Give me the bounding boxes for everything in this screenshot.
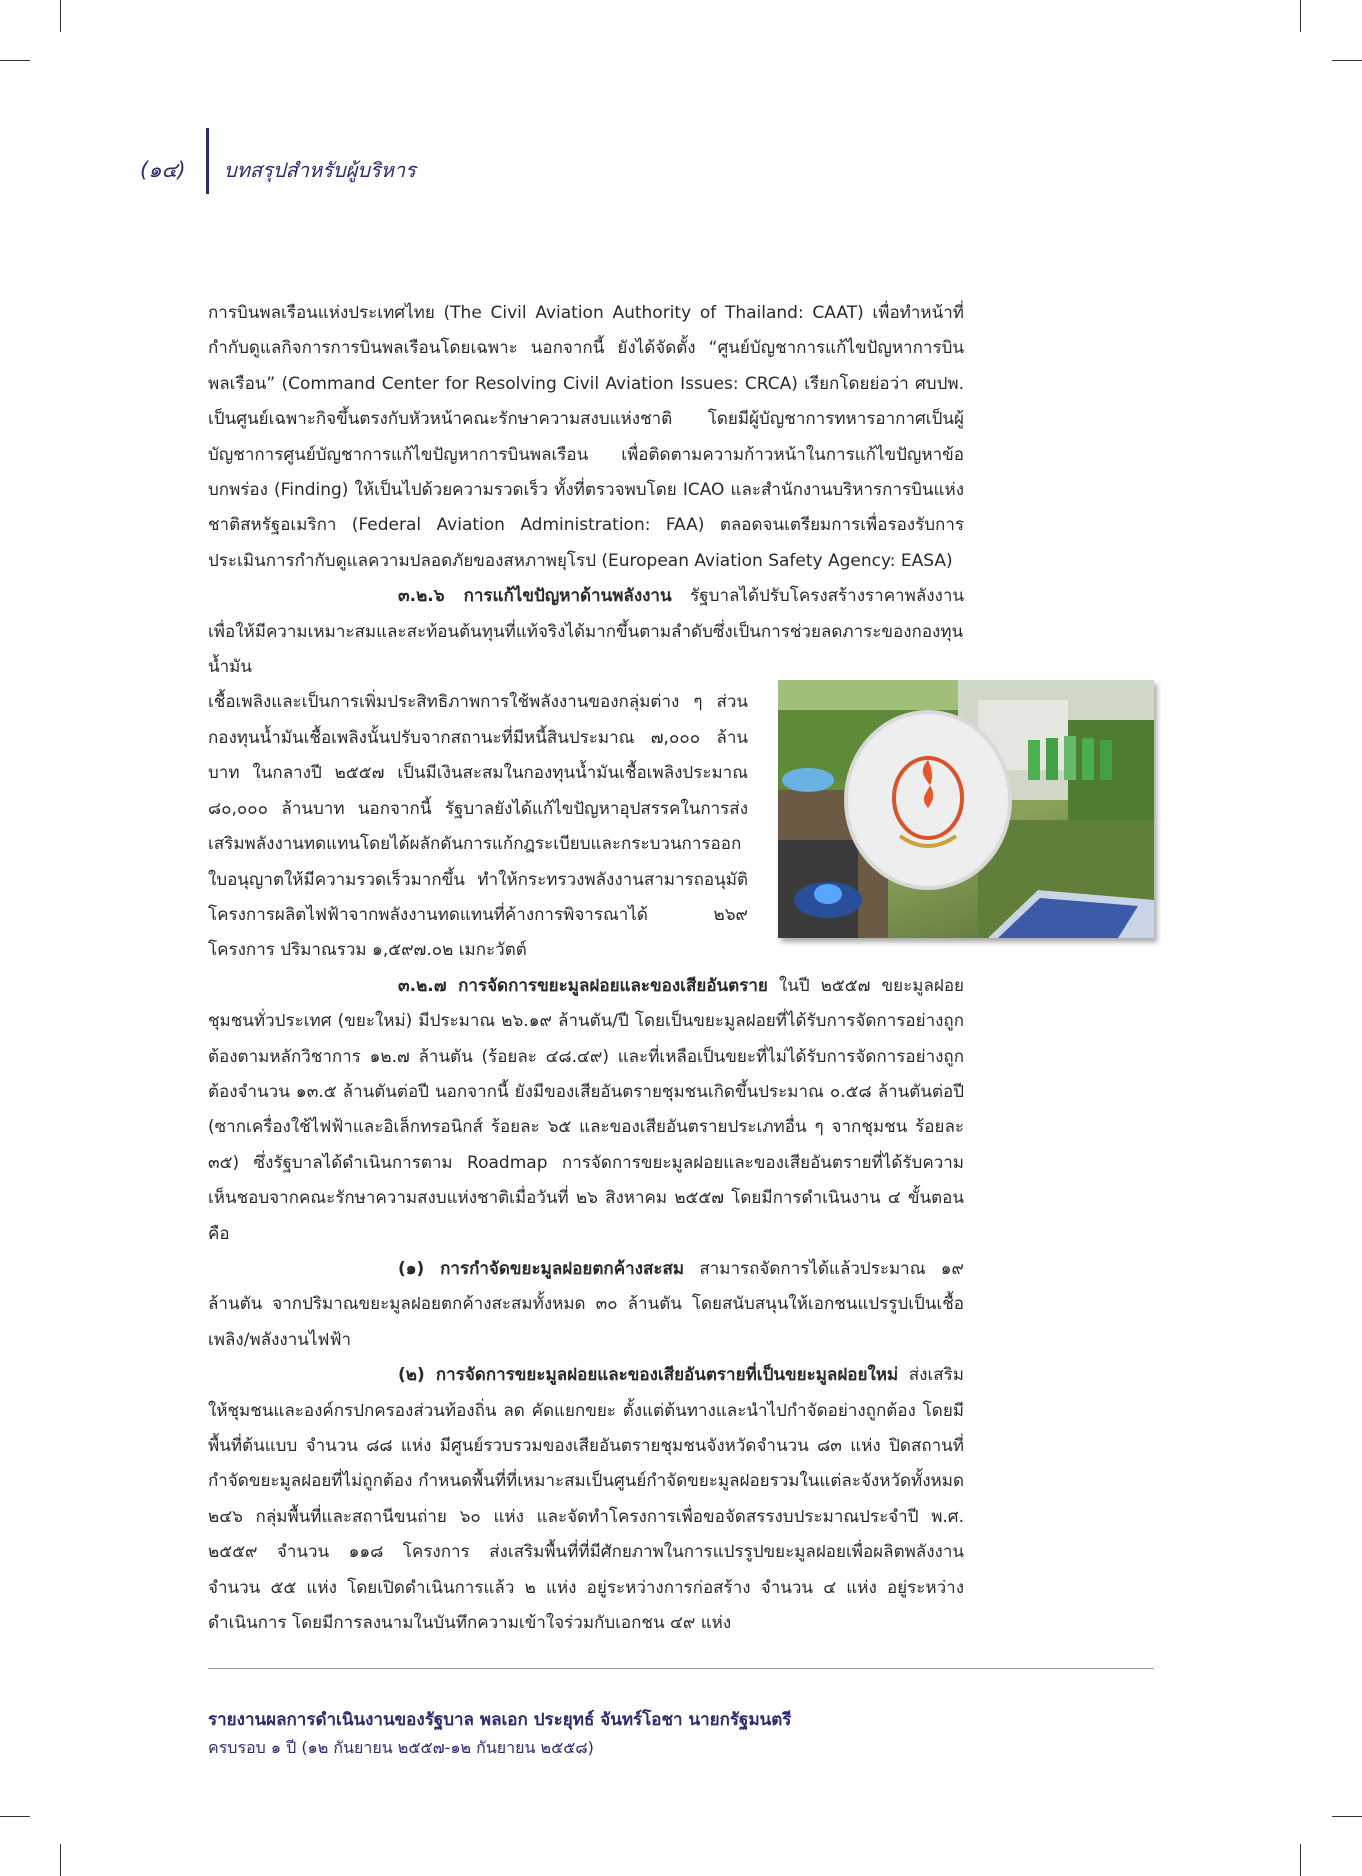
crop-mark [60,0,61,32]
crop-mark [1332,60,1362,61]
crop-mark [1300,1844,1301,1876]
header-divider [206,128,209,194]
section-lead: รัฐบาลได้ปรับโครงสร้างราคาพลังงานเพื่อให้มีความเหมาะสมและสะท้อนต้นทุนที่แท้จริงได้มากขึ้นตามลำดับซึ่งเป็นการช่วยลดภาระของกองทุนน้ำมัน [208,586,964,678]
list-item [208,1358,964,1641]
section-heading: ๓.๒.๖ การแก้ไขปัญหาด้านพลังงาน [398,586,672,607]
header-title: บทสรุปสำหรับผู้บริหาร [224,158,416,182]
photo-collage-graphic [778,680,1154,938]
section-waste [208,969,964,1252]
paragraph-caat: การบินพลเรือนแห่งประเทศไทย (The Civil Aviation Authority of Thailand: CAAT) เพื่อทำหน้าที่กำกับดูแลกิจการการบินพลเรือนโดยเฉพาะ นอกจากนี้ ยังได้จัดตั้ง “ศูนย์บัญชาการแก้ไขปัญหาการบินพลเรือน” (Command Center for Resolving Civil Aviation Issues: CRCA) เรียกโดยย่อว่า ศบปพ. เป็นศูนย์เฉพาะกิจขึ้นตรงกับหัวหน้าคณะรักษาความสงบแห่งชาติ โดยมีผู้บัญชาการทหารอากาศเป็นผู้บัญชาการศูนย์บัญชาการแก้ไขปัญหาการบินพลเรือน เพื่อติดตามความก้าวหน้าในการแก้ไขปัญหาข้อบกพร่อง (Finding) ให้เป็นไปด้วยความรวดเร็ว ทั้งที่ตรวจพบโดย ICAO และสำนักงานบริหารการบินแห่งชาติสหรัฐอเมริกา (Federal Aviation Administration: FAA) ตลอดจนเตรียมการเพื่อรองรับการประเมินการกำกับดูแลความปลอดภัยของสหภาพยุโรป (European Aviation Safety Agency: EASA) [208,303,964,571]
crop-mark [60,1844,61,1876]
list-item-heading: (๒) การจัดการขยะมูลฝอยและของเสียอันตรายที่เป็นขยะมูลฝอยใหม่ [398,1365,899,1386]
list-item-body: ส่งเสริมให้ชุมชนและองค์กรปกครองส่วนท้องถิ่น ลด คัดแยกขยะ ตั้งแต่ต้นทางและนำไปกำจัดอย่างถูกต้อง โดยมีพื้นที่ต้นแบบ จำนวน ๘๘ แห่ง มีศูนย์รวบรวมของเสียอันตรายชุมชนจังหวัดจำนวน ๘๓ แห่ง ปิดสถานที่กำจัดขยะมูลฝอยที่ไม่ถูกต้อง กำหนดพื้นที่ที่เหมาะสมเป็นศูนย์กำจัดขยะมูลฝอยรวมในแต่ละจังหวัดทั้งหมด ๒๔๖ กลุ่มพื้นที่และสถานีขนถ่าย ๖๐ แห่ง และจัดทำโครงการเพื่อขอจัดสรรงบประมาณประจำปี พ.ศ. ๒๕๕๙ จำนวน ๑๑๘ โครงการ ส่งเสริมพื้นที่ที่มีศักยภาพในการแปรรูปขยะมูลฝอยเพื่อผลิตพลังงาน จำนวน ๕๕ แห่ง โดยเปิดดำเนินการแล้ว ๒ แห่ง อยู่ระหว่างการก่อสร้าง จำนวน ๔ แห่ง อยู่ระหว่างดำเนินการ โดยมีการลงนามในบันทึกความเข้าใจร่วมกับเอกชน ๔๙ แห่ง [208,1365,964,1634]
page-number: (๑๔) [140,158,186,182]
footer-title: รายงานผลการดำเนินงานของรัฐบาล พลเอก ประยุทธ์ จันทร์โอชา นายกรัฐมนตรี [208,1710,792,1730]
list-item-body: สามารถจัดการได้แล้วประมาณ ๑๙ ล้านตัน จากปริมาณขยะมูลฝอยตกค้างสะสมทั้งหมด ๓๐ ล้านตัน โดยสนับสนุนให้เอกชนแปรรูปเป็นเชื้อเพลิง/พลังงานไฟฟ้า [208,1258,964,1350]
crop-mark [1332,1816,1362,1817]
list-item-heading: (๑) การกำจัดขยะมูลฝอยตกค้างสะสม [398,1258,685,1279]
main-content [208,296,964,1641]
energy-photo-collage [778,680,1154,938]
paragraph-energy-body: เชื้อเพลิงและเป็นการเพิ่มประสิทธิภาพการใช้พลังงานของกลุ่มต่าง ๆ ส่วนกองทุนน้ำมันเชื้อเพลิงนั้นปรับจากสถานะที่มีหนี้สินประมาณ ๗,๐๐๐ ล้านบาท ในกลางปี ๒๕๕๗ เป็นมีเงินสะสมในกองทุนน้ำมันเชื้อเพลิงประมาณ ๘๐,๐๐๐ ล้านบาท นอกจากนี้ รัฐบาลยังได้แก้ไขปัญหาอุปสรรคในการส่งเสริมพลังงานทดแทนโดยได้ผลักดันการแก้กฎระเบียบและกระบวนการออกใบอนุญาตให้มีความรวดเร็วมากขึ้น ทำให้กระทรวงพลังงานสามารถอนุมัติโครงการผลิตไฟฟ้าจากพลังงานทดแทนที่ค้างการพิจารณาได้ ๒๖๙ โครงการ ปริมาณรวม ๑,๕๙๗.๐๒ เมกะวัตต์ [208,692,748,961]
footer-subtitle: ครบรอบ ๑ ปี (๑๒ กันยายน ๒๕๕๗-๑๒ กันยายน ๒๕๕๘) [208,1738,594,1757]
section-heading: ๓.๒.๗ การจัดการขยะมูลฝอยและของเสียอันตราย [398,975,768,996]
crop-mark [0,60,30,61]
crop-mark [1300,0,1301,32]
list-item [208,1252,964,1358]
section-body: ในปี ๒๕๕๗ ขยะมูลฝอยชุมชนทั่วประเทศ (ขยะใหม่) มีประมาณ ๒๖.๑๙ ล้านตัน/ปี โดยเป็นขยะมูลฝอยที่ได้รับการจัดการอย่างถูกต้องตามหลักวิชาการ ๑๒.๗ ล้านตัน (ร้อยละ ๔๘.๔๙) และที่เหลือเป็นขยะที่ไม่ได้รับการจัดการอย่างถูกต้องจำนวน ๑๓.๕ ล้านตันต่อปี นอกจากนี้ ยังมีของเสียอันตรายชุมชนเกิดขึ้นประมาณ ๐.๕๘ ล้านตันต่อปี (ซากเครื่องใช้ไฟฟ้าและอิเล็กทรอนิกส์ ร้อยละ ๖๕ และของเสียอันตรายประเภทอื่น ๆ จากชุมชน ร้อยละ ๓๕) ซึ่งรัฐบาลได้ดำเนินการตาม Roadmap การจัดการขยะมูลฝอยและของเสียอันตรายที่ได้รับความเห็นชอบจากคณะรักษาความสงบแห่งชาติเมื่อวันที่ ๒๖ สิงหาคม ๒๕๕๗ โดยมีการดำเนินงาน ๔ ขั้นตอน คือ [208,975,964,1244]
crop-mark [0,1816,30,1817]
section-energy [208,579,964,685]
footer-divider [208,1668,1154,1669]
